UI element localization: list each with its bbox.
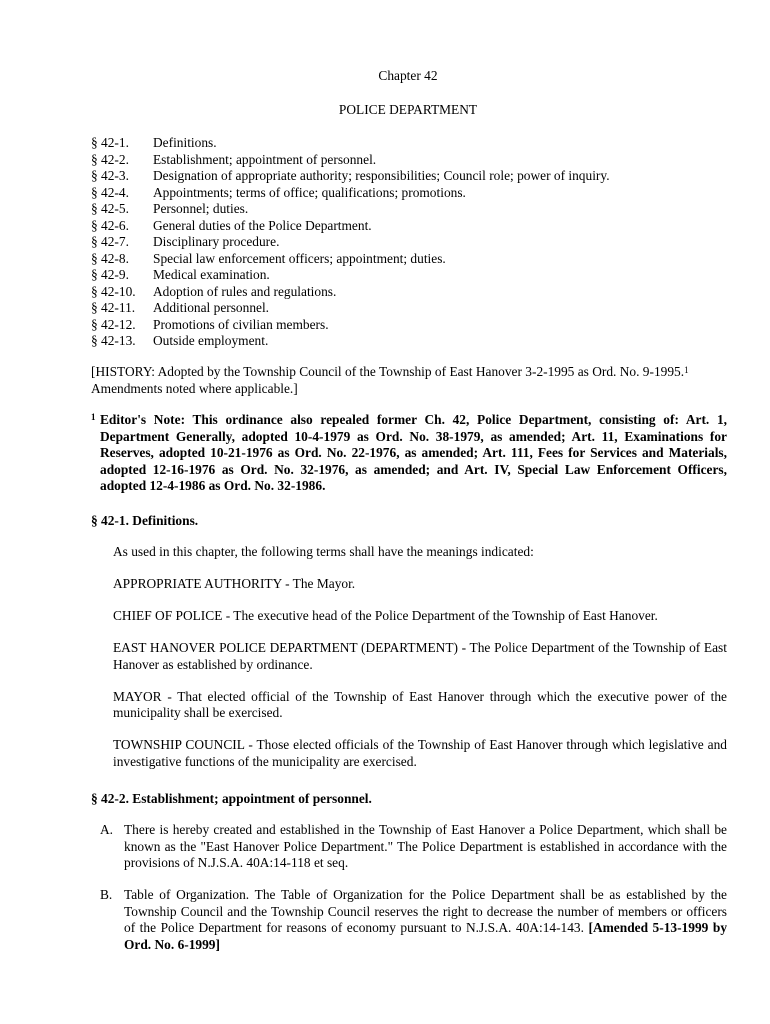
toc-entry[interactable] — [91, 284, 610, 301]
toc-section-title: Special law enforcement officers; appointment; duties. — [153, 250, 446, 266]
toc-section-number: § 42-4. — [91, 184, 129, 200]
toc-entry[interactable] — [91, 185, 610, 202]
editors-note-footnote — [91, 412, 727, 495]
table-of-contents — [91, 135, 610, 350]
toc-section-title: Designation of appropriate authority; responsibilities; Council role; power of inquiry. — [153, 168, 610, 183]
definition-mayor: MAYOR - That elected official of the Township of East Hanover through which the executive power of the municipality shall be exercised. — [113, 688, 727, 720]
toc-section-title: Personnel; duties. — [153, 201, 249, 216]
toc-section-number: § 42-1. — [91, 135, 129, 150]
item-letter: B. — [100, 887, 113, 902]
establishment-items — [100, 822, 727, 969]
section-heading-definitions: § 42-1. Definitions. — [91, 513, 199, 528]
toc-entry[interactable] — [91, 152, 610, 169]
list-item — [100, 822, 727, 872]
toc-entry[interactable] — [91, 234, 610, 251]
definition-township-council: TOWNSHIP COUNCIL - Those elected officials of the Township of East Hanover through which legislative and investigative functions of the municipality are exercised. — [113, 737, 727, 769]
toc-section-number: § 42-5. — [91, 201, 129, 216]
history-amendments-text: Amendments noted where applicable.] — [91, 380, 298, 396]
toc-entry[interactable] — [91, 135, 610, 152]
toc-section-title: Adoption of rules and regulations. — [153, 283, 337, 299]
item-text-wrapper — [124, 887, 727, 953]
footnote-reference[interactable]: 1 — [684, 365, 689, 375]
toc-section-number: § 42-10. — [91, 283, 136, 299]
definitions-list — [113, 544, 727, 786]
item-text: There is hereby created and established in the Township of East Hanover a Police Department, which shall be known as the "East Hanover Police Department." The Police Department is established in accordance with the provisions of N.J.S.A. 40A:14-118 et seq. — [124, 822, 727, 870]
section-heading-establishment: § 42-2. Establishment; appointment of personnel. — [91, 791, 372, 806]
toc-section-title: Disciplinary procedure. — [153, 234, 280, 249]
toc-section-number: § 42-12. — [91, 316, 136, 332]
toc-section-number: § 42-9. — [91, 267, 129, 282]
toc-section-number: § 42-3. — [91, 168, 129, 183]
toc-section-title: Appointments; terms of office; qualifications; promotions. — [153, 184, 466, 200]
chapter-title: POLICE DEPARTMENT — [338, 102, 478, 117]
toc-section-title: Definitions. — [153, 135, 217, 150]
toc-entry[interactable] — [91, 218, 610, 235]
toc-entry[interactable] — [91, 251, 610, 268]
chapter-number: Chapter 42 — [378, 68, 438, 83]
toc-section-title: Additional personnel. — [153, 300, 270, 315]
toc-section-title: General duties of the Police Department. — [153, 217, 372, 233]
toc-entry[interactable] — [91, 317, 610, 334]
definition-appropriate-authority: APPROPRIATE AUTHORITY - The Mayor. — [113, 576, 356, 591]
toc-section-title: Establishment; appointment of personnel. — [153, 151, 377, 167]
history-text: [HISTORY: Adopted by the Township Council of the Township of East Hanover 3-2-1995 as Ord. No. 9-1995. — [91, 364, 685, 379]
toc-section-title: Outside employment. — [153, 333, 269, 348]
definition-police-department: EAST HANOVER POLICE DEPARTMENT (DEPARTMENT) - The Police Department of the Township of East Hanover as established by ordinance. — [113, 640, 727, 672]
toc-section-number: § 42-13. — [91, 333, 136, 348]
toc-section-title: Medical examination. — [153, 267, 270, 282]
toc-section-number: § 42-11. — [91, 300, 136, 315]
toc-section-title: Promotions of civilian members. — [153, 316, 329, 332]
list-item — [100, 887, 727, 953]
toc-section-number: § 42-7. — [91, 234, 129, 249]
definition-chief-of-police: CHIEF OF POLICE - The executive head of the Police Department of the Township of East Hanover. — [113, 608, 658, 623]
footnote-text: Editor's Note: This ordinance also repealed former Ch. 42, Police Department, consisting of: Art. 1, Department Generally, adopted 10-4-1979 as Ord. No. 38-1979, as amended; Art. 11, Examinations for Reserves, adopted 10-21-1976 as Ord. No. 22-1976, as amended; Art. 111, Fees for Services and Materials, adopted 12-16-1976 as Ord. No. 32-1976, as amended; and Art. IV, Special Law Enforcement Officers, adopted 12-4-1986 as Ord. No. 32-1986. — [100, 412, 727, 493]
amendment-note: [Amended 5-13-1999 by Ord. No. 6-1999] — [124, 920, 728, 952]
definitions-intro: As used in this chapter, the following terms shall have the meanings indicated: — [113, 544, 534, 559]
toc-section-number: § 42-8. — [91, 250, 129, 266]
toc-entry[interactable] — [91, 201, 610, 218]
toc-section-number: § 42-2. — [91, 151, 129, 167]
toc-entry[interactable] — [91, 333, 610, 350]
toc-entry[interactable] — [91, 300, 610, 317]
item-text: Table of Organization. The Table of Organization for the Police Department shall be as established by the Township Council and the Township Council reserves the right to decrease the number of members or officers of the Police Department for reasons of economy pursuant to N.J.S.A. 40A:14-143. — [124, 887, 727, 935]
toc-entry[interactable] — [91, 168, 610, 185]
footnote-mark: 1 — [91, 412, 96, 422]
toc-section-number: § 42-6. — [91, 217, 129, 233]
item-letter: A. — [100, 822, 114, 837]
history-note — [91, 364, 727, 397]
toc-entry[interactable] — [91, 267, 610, 284]
